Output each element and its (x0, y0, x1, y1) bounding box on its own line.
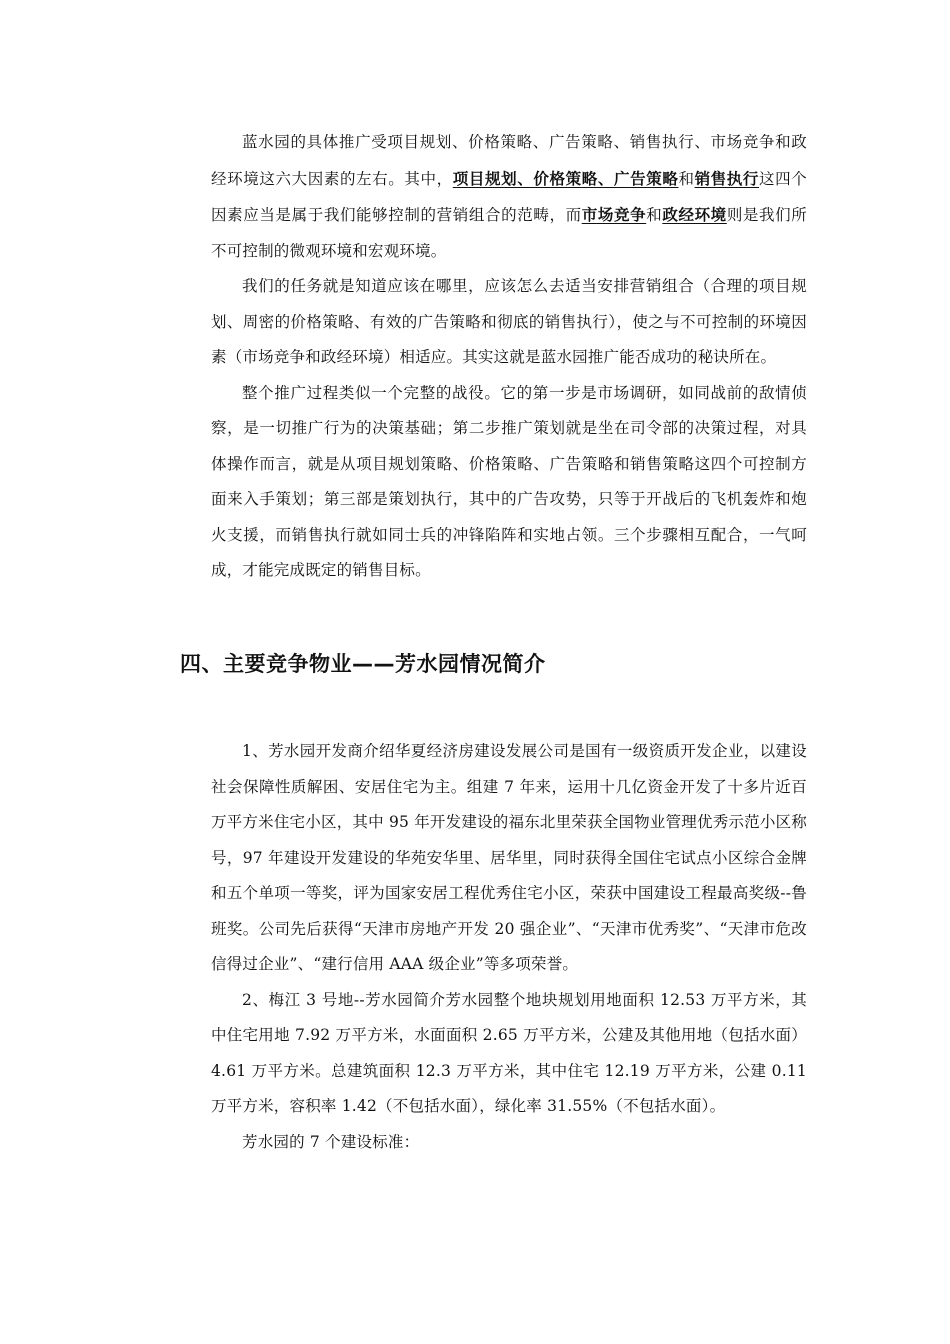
emphasis-market-competition: 市场竞争 (581, 205, 647, 224)
text-run: 蓝水园的具体推广受项目规划、价格策略、广告策略、销售执行、市场竞争和政经环境这六大因素的左右。其中， (211, 133, 807, 188)
text-run: 和 (678, 169, 695, 188)
paragraph-campaign: 整个推广过程类似一个完整的战役。它的第一步是市场调研，如同战前的敌情侦察，是一切推广行为的决策基础；第二步推广策划就是坐在司令部的决策过程，对具体操作而言，就是从项目规划策略、价格策略、广告策略和销售策略这四个可控制方面来入手策划；第三部是策划执行，其中的广告攻势，只等于开战后的飞机轰炸和炮火支援，而销售执行就如同士兵的冲锋陷阵和实地占领。三个步骤相互配合，一气呵成，才能完成既定的销售目标。 (211, 383, 807, 579)
paragraph-developer: 1、芳水园开发商介绍华夏经济房建设发展公司是国有一级资质开发企业，以建设社会保障性质解困、安居住宅为主。组建 7 年来，运用十几亿资金开发了十多片近百万平方米住宅小区，其中 95 年开发建设的福东北里荣获全国物业管理优秀示范小区称号，97 年建设开发建设的华苑安华里、居华里，同时获得全国住宅试点小区综合金牌和五个单项一等奖，评为国家安居工程优秀住宅小区，荣获中国建设工程最高奖级--鲁班奖。公司先后获得“天津市房地产开发 20 强企业”、“天津市优秀奖”、“天津市危改信得过企业”、“建行信用 AAA 级企业”等多项荣誉。 (211, 742, 807, 973)
text-run: 和 (646, 206, 663, 224)
paragraph-standards: 芳水园的 7 个建设标准： (242, 1132, 420, 1151)
emphasis-political-environment: 政经环境 (662, 205, 727, 224)
text-run: 则是我们所不可控制的微观环境和宏观环境。 (211, 206, 807, 260)
paragraph-factors (211, 125, 807, 269)
paragraph-task: 我们的任务就是知道应该在哪里，应该怎么去适当安排营销组合（合理的项目规划、周密的价格策略、有效的广告策略和彻底的销售执行），使之与不可控制的环境因素（市场竞争和政经环境）相适应。其实这就是蓝水园推广能否成功的秘诀所在。 (211, 277, 807, 366)
section-heading: 四、主要竞争物业——芳水园情况简介 (180, 652, 546, 676)
section-a-body (211, 125, 807, 589)
section-b-body (211, 734, 807, 1160)
text-run: 这四个因素应当是属于我们能够控制的营销组合的范畴，而 (211, 169, 807, 224)
emphasis-controllable-factors: 项目规划、价格策略、广告策略 (452, 168, 679, 188)
emphasis-sales-execution: 销售执行 (694, 168, 760, 188)
paragraph-site-info: 2、梅江 3 号地--芳水园简介芳水园整个地块规划用地面积 12.53 万平方米，其中住宅用地 7.92 万平方米，水面面积 2.65 万平方米，公建及其他用地（包括水面）4.61 万平方米。总建筑面积 12.3 万平方米，其中住宅 12.19 万平方米，公建 0.11 万平方米，容积率 1.42（不包括水面），绿化率 31.55%（不包括水面）。 (211, 990, 807, 1115)
